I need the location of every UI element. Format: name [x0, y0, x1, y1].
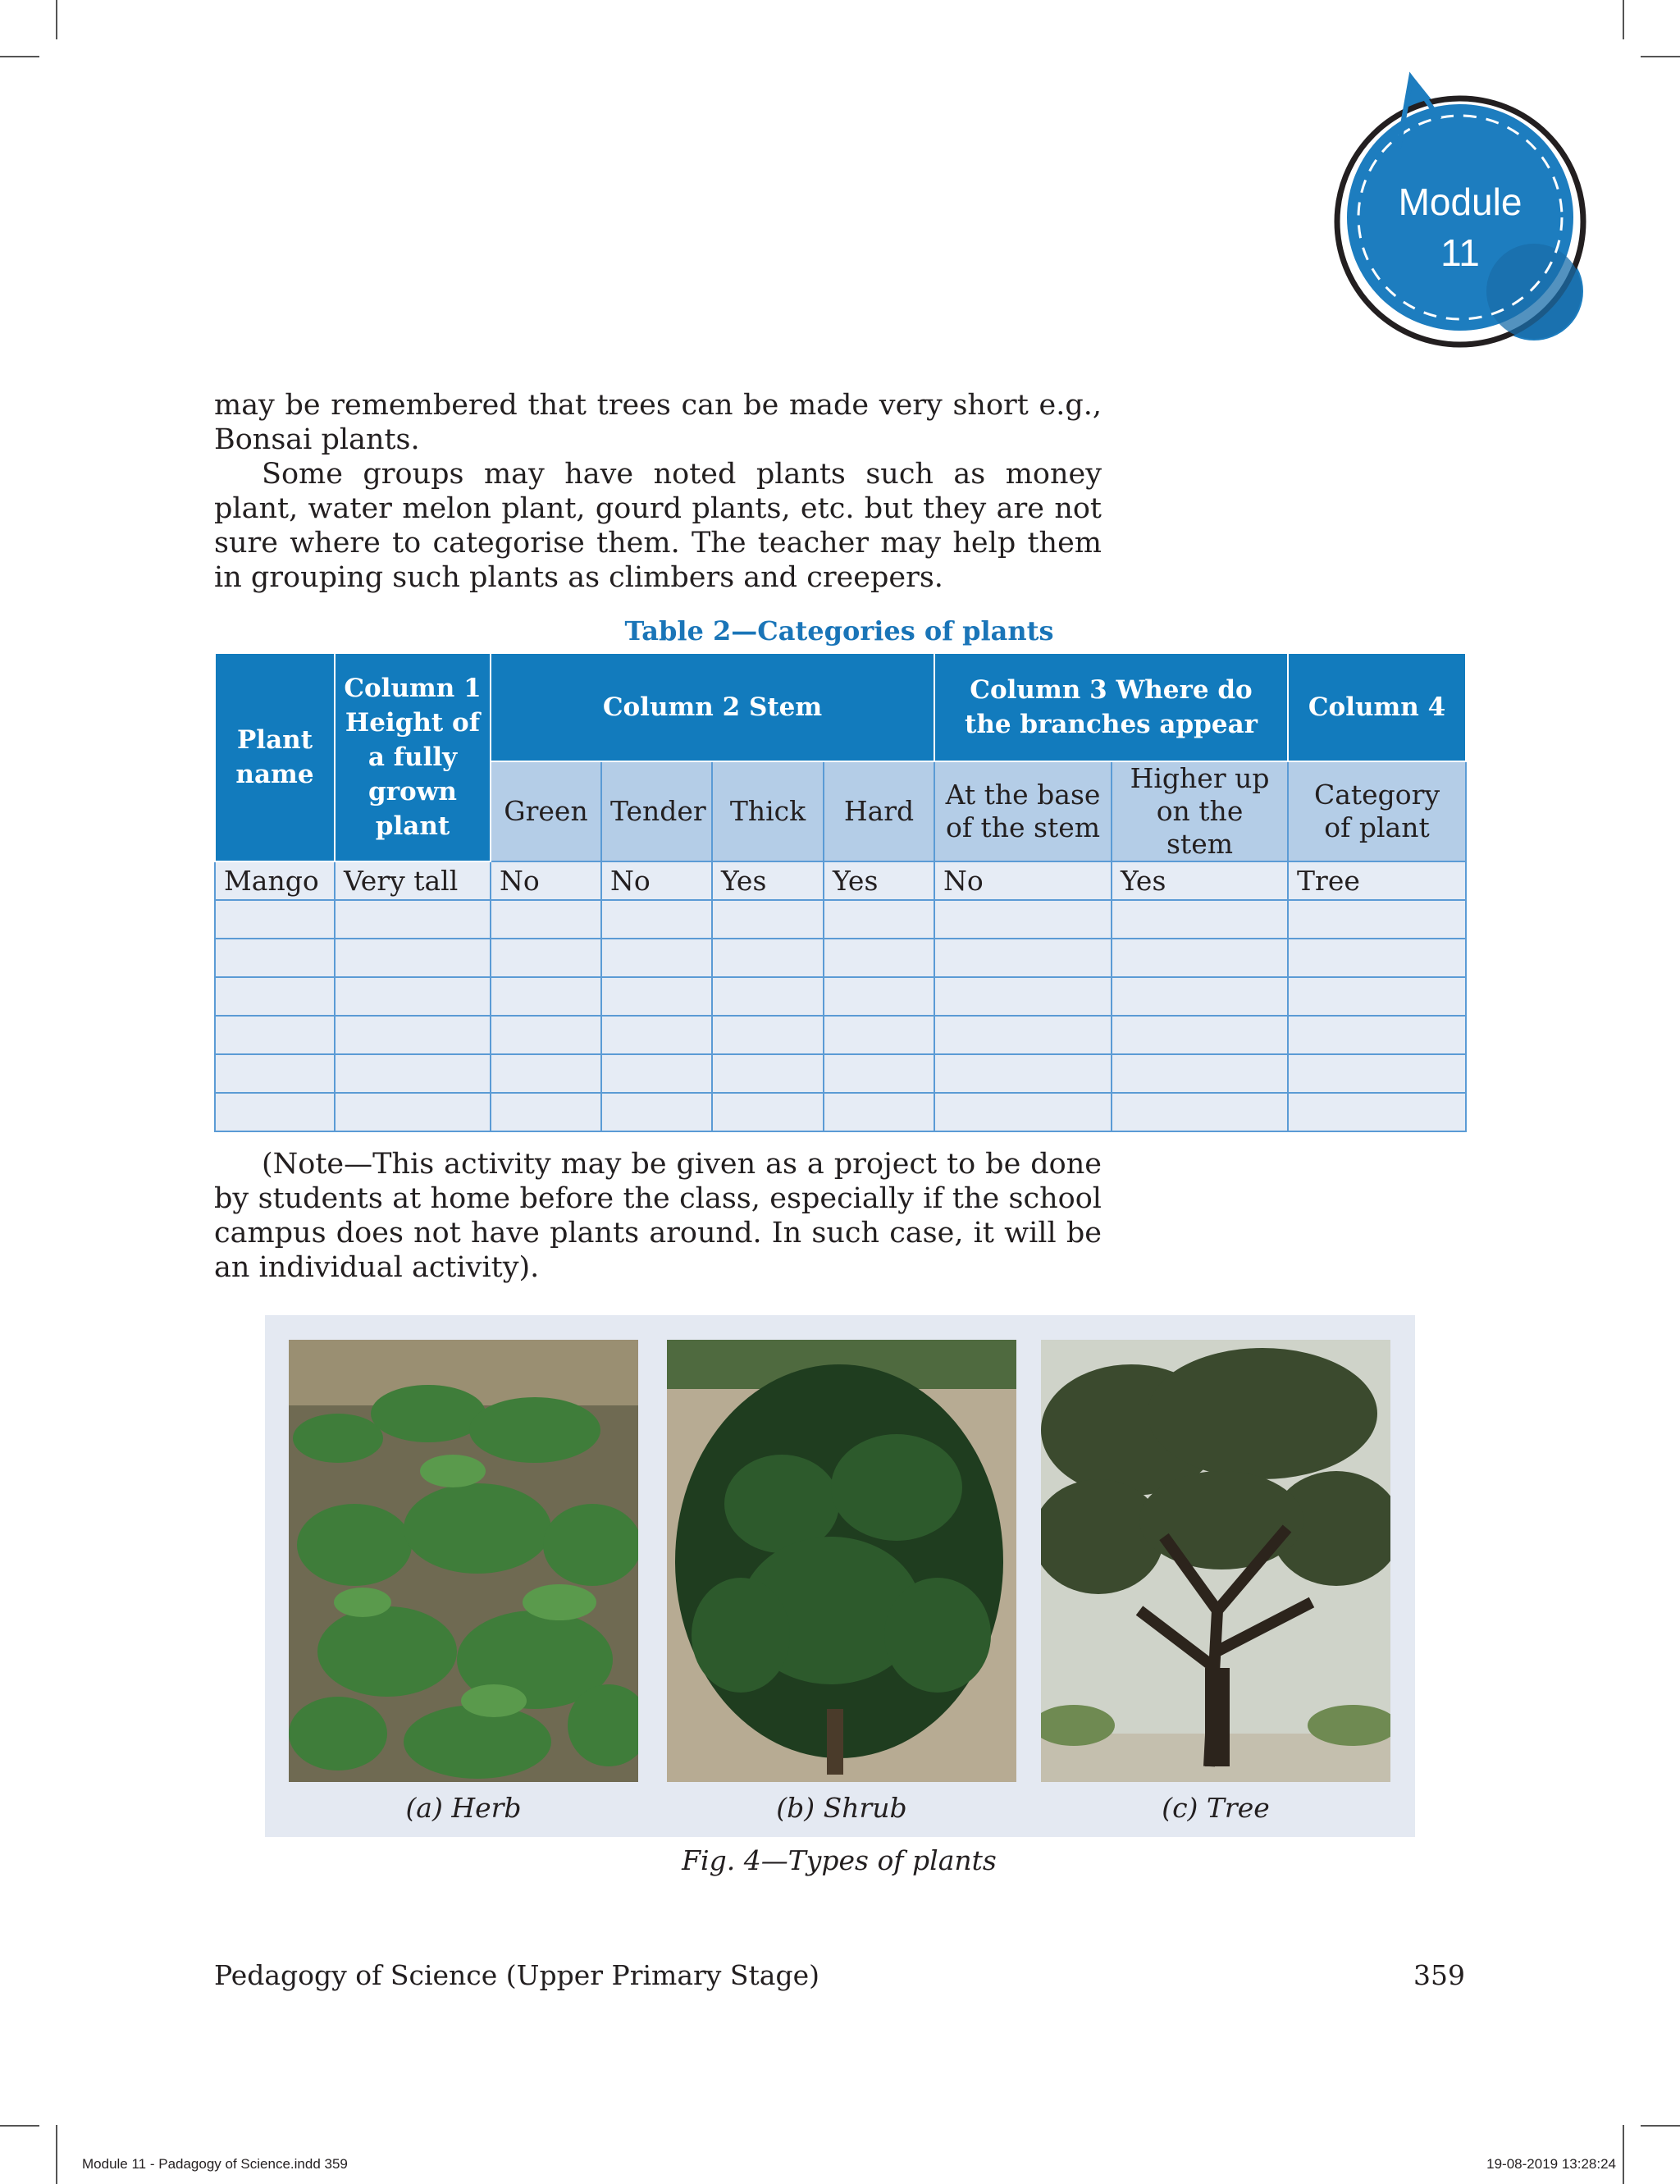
paragraph-groups: Some groups may have noted plants such as money plant, water melon plant, gourd plants, etc. but they are not sure where to categorise them. The teacher may help them in grouping such plants as climbers and creepers.	[214, 458, 1102, 594]
table-row-empty	[215, 900, 1466, 939]
table-cell: Yes	[824, 861, 934, 900]
table-caption: Table 2—Categories of plants	[624, 615, 1054, 647]
table-cell: Yes	[1112, 861, 1288, 900]
caption-tree: (c) Tree	[1162, 1792, 1270, 1824]
caption-herb: (a) Herb	[405, 1792, 522, 1824]
table-cell: Tree	[1288, 861, 1466, 900]
table-cell: Yes	[712, 861, 824, 900]
crop-mark	[56, 2125, 57, 2184]
table-cell: No	[601, 861, 712, 900]
header-plant-name: Plant name	[215, 653, 335, 861]
shrub-photo	[667, 1340, 1016, 1782]
footer-book-title: Pedagogy of Science (Upper Primary Stage)	[214, 1959, 820, 1991]
table-cell: Very tall	[335, 861, 491, 900]
module-number: 11	[1440, 231, 1480, 274]
crop-mark	[0, 2125, 39, 2127]
subheader-category: Category of plant	[1288, 761, 1466, 861]
table-row-empty	[215, 1016, 1466, 1054]
herb-photo	[289, 1340, 638, 1782]
subheader-thick: Thick	[712, 761, 824, 861]
header-column-3: Column 3 Where do the branches appear	[934, 653, 1288, 761]
slug-timestamp: 19-08-2019 13:28:24	[1486, 2156, 1616, 2172]
slug-filename: Module 11 - Padagogy of Science.indd 359	[82, 2156, 348, 2172]
crop-mark	[1641, 56, 1680, 57]
header-column-2: Column 2 Stem	[491, 653, 934, 761]
crop-mark	[1641, 2125, 1680, 2127]
module-label: Module	[1398, 180, 1522, 223]
caption-shrub: (b) Shrub	[776, 1792, 907, 1824]
page-number: 359	[1413, 1959, 1465, 1991]
table-cell: No	[934, 861, 1112, 900]
header-column-4: Column 4	[1288, 653, 1466, 761]
plant-categories-table	[214, 652, 1467, 1132]
table-cell: No	[491, 861, 601, 900]
tree-photo	[1041, 1340, 1390, 1782]
subheader-hard: Hard	[824, 761, 934, 861]
crop-mark	[1623, 2125, 1624, 2184]
paragraph-note: (Note—This activity may be given as a project to be done by students at home before the class, especially if the school campus does not have plants around. In such case, it will be an individual activity).	[214, 1148, 1102, 1284]
header-column-1: Column 1 Height of a fully grown plant	[335, 653, 491, 861]
subheader-tender: Tender	[601, 761, 712, 861]
table-cell: Mango	[215, 861, 335, 900]
subheader-base: At the base of the stem	[934, 761, 1112, 861]
module-badge-label	[1345, 176, 1575, 278]
table-row-empty	[215, 939, 1466, 977]
crop-mark	[56, 0, 57, 39]
table-row	[215, 861, 1466, 900]
crop-mark	[0, 56, 39, 57]
subheader-green: Green	[491, 761, 601, 861]
subheader-higher: Higher up on the stem	[1112, 761, 1288, 861]
figure-caption: Fig. 4—Types of plants	[682, 1844, 997, 1876]
table-row-empty	[215, 1054, 1466, 1093]
paragraph-bonsai: may be remembered that trees can be made very short e.g., Bonsai plants.	[214, 389, 1102, 456]
crop-mark	[1623, 0, 1624, 39]
table-row-empty	[215, 1093, 1466, 1131]
table-row-empty	[215, 977, 1466, 1016]
